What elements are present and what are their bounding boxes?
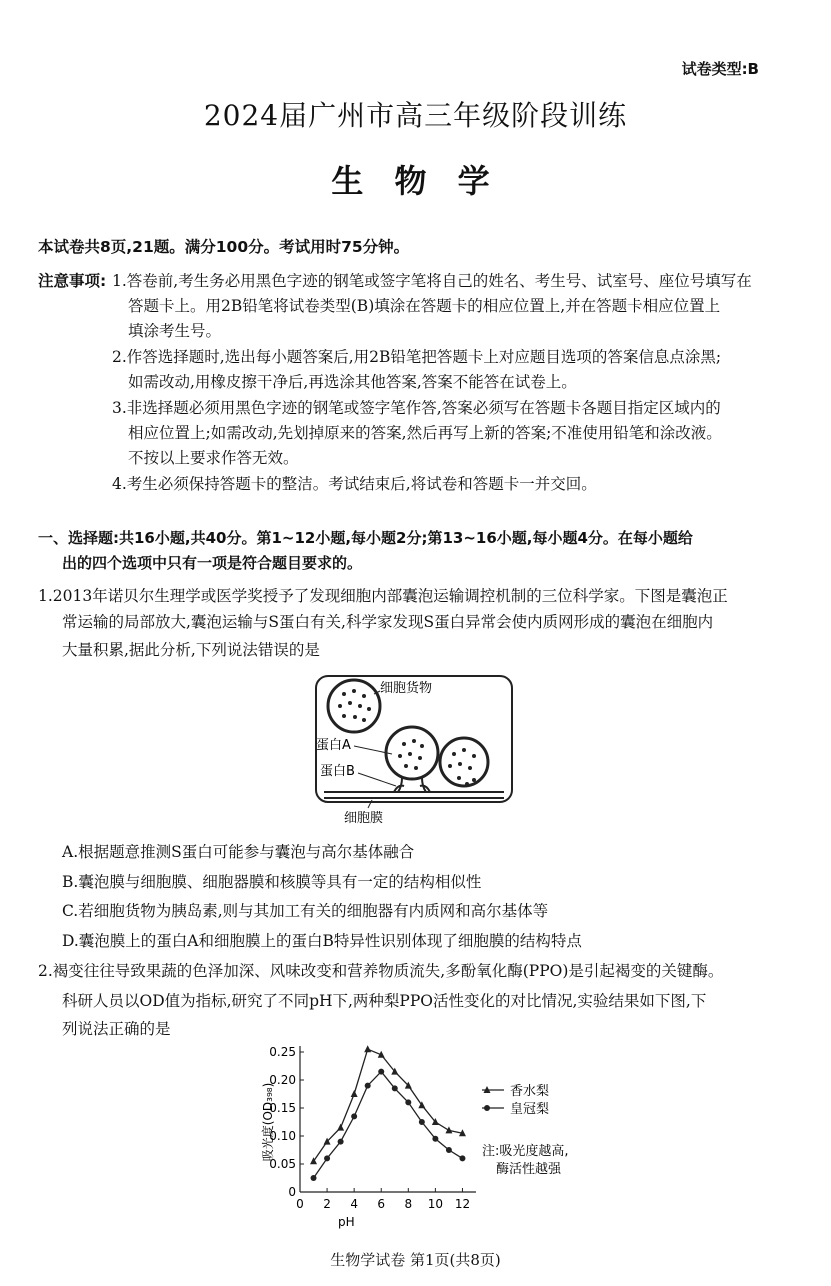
label-cargo: 细胞货物 xyxy=(380,681,433,696)
circle-point xyxy=(338,1139,344,1145)
circle-point xyxy=(459,1155,465,1161)
triangle-point xyxy=(445,1126,452,1133)
label-protein-a: 蛋白A xyxy=(316,738,351,753)
cargo-dots-2 xyxy=(398,739,424,770)
circle-point xyxy=(392,1085,398,1091)
x-tick-label: 8 xyxy=(404,1197,413,1211)
triangle-point xyxy=(351,1090,358,1097)
circle-point xyxy=(446,1147,452,1153)
notes-line: 相应位置上;如需改动,先划掉原来的答案,然后再写上新的答案;不准使用铅笔和涂改液。 xyxy=(128,424,722,442)
triangle-point xyxy=(364,1045,371,1052)
cargo-dots-1 xyxy=(338,689,371,722)
notes-label: 注意事项: xyxy=(38,272,107,290)
notes-line: 如需改动,用橡皮擦干净后,再选涂其他答案,答案不能答在试卷上。 xyxy=(128,373,577,391)
notes-line: 4.考生必须保持答题卡的整洁。考试结束后,将试卷和答题卡一并交回。 xyxy=(112,475,597,493)
q1-option-b: B.囊泡膜与细胞膜、细胞器膜和核膜等具有一定的结构相似性 xyxy=(62,873,482,891)
q1-stem: 大量积累,据此分析,下列说法错误的是 xyxy=(62,641,320,659)
x-tick-label: 10 xyxy=(427,1197,444,1211)
y-tick-label: 0.20 xyxy=(269,1073,296,1087)
legend-circle-icon xyxy=(484,1105,490,1111)
q2-stem: 列说法正确的是 xyxy=(62,1020,171,1038)
vesicle-transport-figure xyxy=(314,674,514,826)
circle-point xyxy=(311,1175,317,1181)
notes-line: 3.非选择题必须用黑色字迹的钢笔或签字笔作答,答案必须写在答题卡各题目指定区域内的 xyxy=(112,399,721,417)
y-tick-label: 0.15 xyxy=(269,1101,296,1115)
chart-annotation: 酶活性越强 xyxy=(496,1162,562,1177)
notes-line: 不按以上要求作答无效。 xyxy=(128,449,299,467)
y-tick-label: 0.05 xyxy=(269,1157,296,1171)
cargo-dots-3 xyxy=(448,748,476,786)
notes-line: 2.作答选择题时,选出每小题答案后,用2B铅笔把答题卡上对应题目选项的答案信息点涂黑; xyxy=(112,348,722,366)
circle-point xyxy=(351,1113,357,1119)
y-axis-label: 吸光度(OD₃₉₈) xyxy=(261,1082,275,1162)
label-protein-b: 蛋白B xyxy=(320,764,355,779)
circle-point xyxy=(378,1069,384,1075)
y-tick-label: 0.10 xyxy=(269,1129,296,1143)
q1-stem: 常运输的局部放大,囊泡运输与S蛋白有关,科学家发现S蛋白异常会使内质网形成的囊泡在细胞内 xyxy=(62,613,714,631)
q1-stem: 1.2013年诺贝尔生理学或医学奖授予了发现细胞内部囊泡运输调控机制的三位科学家。下图是囊泡正 xyxy=(38,587,728,605)
notes-line: 填涂考生号。 xyxy=(128,322,222,340)
circle-point xyxy=(324,1155,330,1161)
subject-title: 生 物 学 xyxy=(331,162,500,200)
y-tick-label: 0.25 xyxy=(269,1045,296,1059)
circle-point xyxy=(405,1099,411,1105)
notes-line: 1.答卷前,考生务必用黑色字迹的钢笔或签字笔将自己的姓名、考生号、试室号、座位号填写在 xyxy=(112,272,752,290)
section-heading-cont: 出的四个选项中只有一项是符合题目要求的。 xyxy=(62,554,363,572)
notes-line: 答题卡上。用2B铅笔将试卷类型(B)填涂在答题卡的相应位置上,并在答题卡相应位置上 xyxy=(128,297,721,315)
x-tick-label: 0 xyxy=(296,1197,304,1211)
page-footer: 生物学试卷 第1页(共8页) xyxy=(330,1251,501,1269)
exam-intro: 本试卷共8页,21题。满分100分。考试用时75分钟。 xyxy=(38,238,410,256)
exam-type-label: 试卷类型:B xyxy=(681,60,759,78)
free-vesicle xyxy=(328,680,380,732)
section-heading: 一、选择题:共16小题,共40分。第1~12小题,每小题2分;第13~16小题,每小题4分。在每小题给 xyxy=(38,529,693,547)
docking-vesicle xyxy=(386,727,438,779)
cell-membrane xyxy=(324,792,504,798)
q1-option-a: A.根据题意推测S蛋白可能参与囊泡与高尔基体融合 xyxy=(62,843,415,861)
label-membrane: 细胞膜 xyxy=(344,811,384,826)
x-tick-label: 12 xyxy=(454,1197,471,1211)
fusing-vesicle xyxy=(440,738,488,786)
exam-title: 2024届广州市高三年级阶段训练 xyxy=(203,99,628,132)
circle-point xyxy=(419,1119,425,1125)
ppo-activity-chart xyxy=(250,1040,620,1240)
x-tick-label: 4 xyxy=(350,1197,358,1211)
circle-point xyxy=(365,1083,371,1089)
y-tick-label: 0 xyxy=(288,1185,296,1199)
triangle-point xyxy=(337,1124,344,1131)
q1-option-d: D.囊泡膜上的蛋白A和细胞膜上的蛋白B特异性识别体现了细胞膜的结构特点 xyxy=(62,932,582,950)
chart-annotation: 注:吸光度越高, xyxy=(482,1144,569,1159)
q2-stem: 2.褐变往往导致果蔬的色泽加深、风味改变和营养物质流失,多酚氧化酶(PPO)是引起褐变的关键酶。 xyxy=(38,962,724,980)
x-tick-label: 6 xyxy=(377,1197,386,1211)
circle-point xyxy=(432,1136,438,1142)
q1-option-c: C.若细胞货物为胰岛素,则与其加工有关的细胞器有内质网和高尔基体等 xyxy=(62,902,549,920)
x-tick-label: 2 xyxy=(323,1197,331,1211)
q2-stem: 科研人员以OD值为指标,研究了不同pH下,两种梨PPO活性变化的对比情况,实验结果如下图,下 xyxy=(62,992,707,1010)
legend-label: 皇冠梨 xyxy=(510,1102,550,1117)
series-line-0 xyxy=(314,1049,463,1161)
legend-label: 香水梨 xyxy=(510,1084,550,1099)
x-axis-label: pH xyxy=(338,1215,355,1229)
